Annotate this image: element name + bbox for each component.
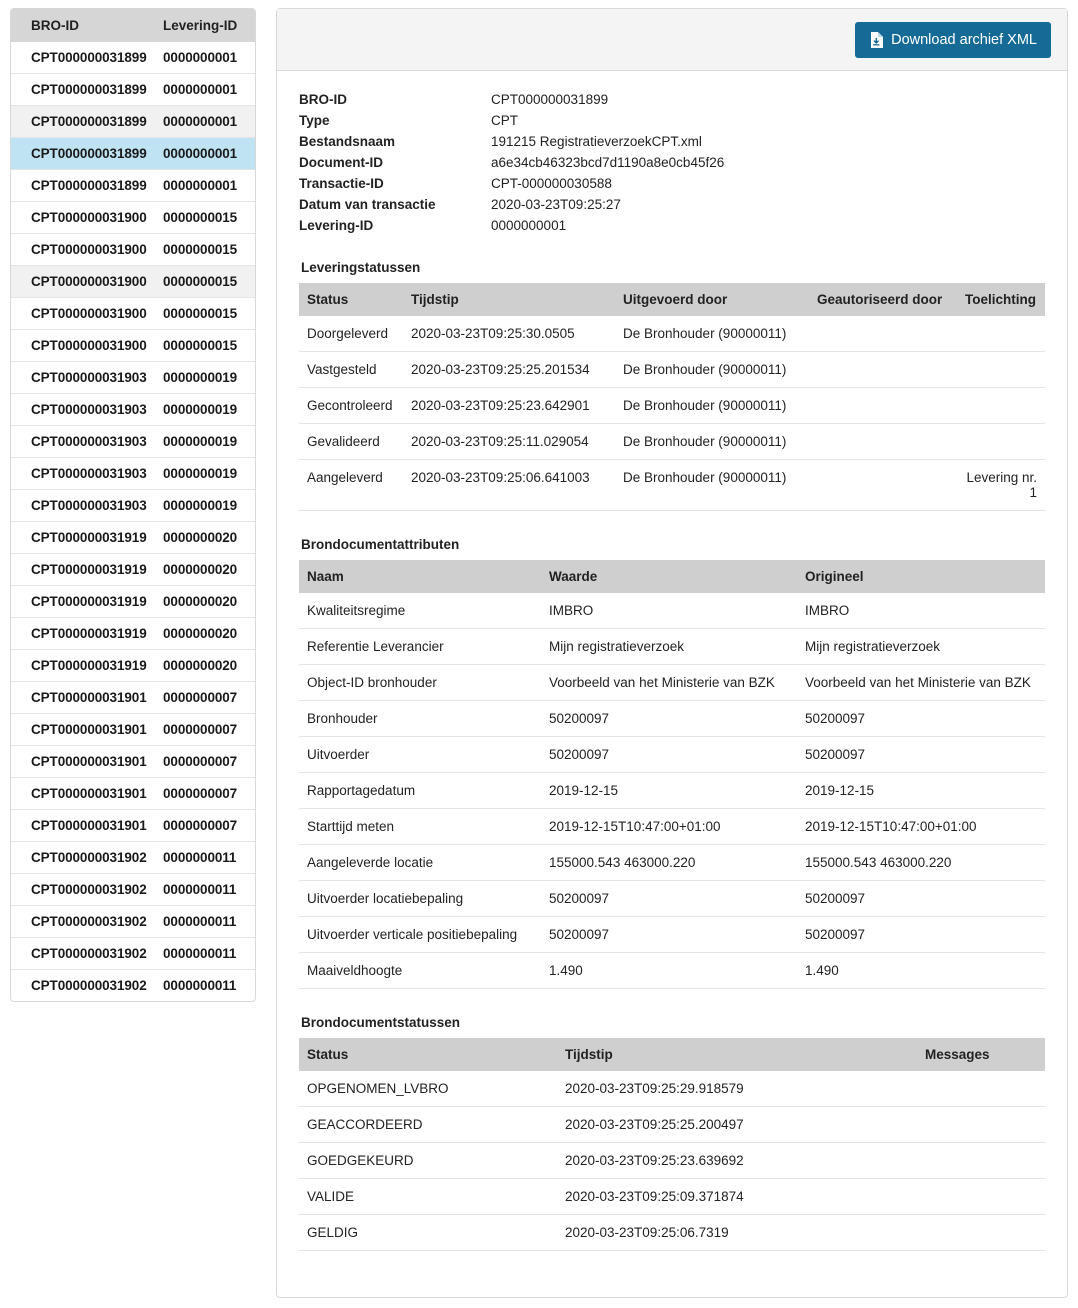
list-item[interactable] <box>11 746 255 778</box>
brondocumentstatussen-title: Brondocumentstatussen <box>301 1015 461 1030</box>
brondocumentstatussen-table <box>299 1038 1045 1251</box>
list-item-levering-id: 0000000007 <box>163 722 238 737</box>
list-item-levering-id: 0000000011 <box>163 914 237 929</box>
list-item-levering-id: 0000000020 <box>163 562 238 577</box>
table-cell: 2020-03-23T09:25:06.7319 <box>557 1215 917 1251</box>
table-cell <box>917 1179 1045 1215</box>
table-cell: 1.490 <box>797 953 1045 989</box>
table-cell: Mijn registratieverzoek <box>541 629 797 665</box>
summary-label: Transactie-ID <box>299 176 384 191</box>
list-item-bro-id: CPT000000031900 <box>31 210 147 225</box>
column-header: Tijdstip <box>557 1038 917 1071</box>
list-item-levering-id: 0000000015 <box>163 306 238 321</box>
list-item-levering-id: 0000000007 <box>163 818 238 833</box>
list-item[interactable] <box>11 42 255 74</box>
list-item[interactable] <box>11 458 255 490</box>
detail-body <box>277 71 1067 1297</box>
table-cell: 2020-03-23T09:25:06.641003 <box>403 460 615 511</box>
list-item[interactable] <box>11 202 255 234</box>
summary-row <box>299 173 1045 194</box>
table-cell <box>809 316 957 352</box>
list-item-bro-id: CPT000000031901 <box>31 818 147 833</box>
list-item[interactable] <box>11 970 255 1001</box>
file-download-icon <box>869 32 883 48</box>
table-cell: Uitvoerder verticale positiebepaling <box>299 917 541 953</box>
summary-value: CPT-000000030588 <box>491 176 612 191</box>
table-cell: Levering nr. 1 <box>957 460 1045 511</box>
table-cell: GELDIG <box>299 1215 557 1251</box>
list-item[interactable] <box>11 170 255 202</box>
column-header: Status <box>299 283 403 316</box>
table-row <box>299 352 1045 388</box>
column-header: Geautoriseerd door <box>809 283 957 316</box>
table-cell: Kwaliteitsregime <box>299 593 541 629</box>
table-row <box>299 1143 1045 1179</box>
summary-row <box>299 131 1045 152</box>
table-cell: Rapportagedatum <box>299 773 541 809</box>
list-item-bro-id: CPT000000031902 <box>31 978 147 993</box>
list-item-bro-id: CPT000000031903 <box>31 370 147 385</box>
table-cell: 2020-03-23T09:25:30.0505 <box>403 316 615 352</box>
list-item-levering-id: 0000000011 <box>163 946 237 961</box>
table-cell: Vastgesteld <box>299 352 403 388</box>
table-cell: Gevalideerd <box>299 424 403 460</box>
table-row <box>299 809 1045 845</box>
brondocumentattributen-table <box>299 560 1045 989</box>
table-cell: Bronhouder <box>299 701 541 737</box>
list-item-levering-id: 0000000001 <box>163 50 238 65</box>
table-cell: 2019-12-15 <box>541 773 797 809</box>
table-cell: 2020-03-23T09:25:23.642901 <box>403 388 615 424</box>
summary-label: Datum van transactie <box>299 197 436 212</box>
list-item-levering-id: 0000000015 <box>163 242 238 257</box>
brondocumentattributen-title: Brondocumentattributen <box>301 537 460 552</box>
table-cell: 2019-12-15T10:47:00+01:00 <box>541 809 797 845</box>
table-cell: OPGENOMEN_LVBRO <box>299 1071 557 1107</box>
list-item[interactable] <box>11 330 255 362</box>
list-item-levering-id: 0000000011 <box>163 850 237 865</box>
table-cell: De Bronhouder (90000011) <box>615 388 809 424</box>
list-item-levering-id: 0000000001 <box>163 178 238 193</box>
list-item-bro-id: CPT000000031901 <box>31 786 147 801</box>
list-item-bro-id: CPT000000031900 <box>31 274 147 289</box>
summary-value: 0000000001 <box>491 218 567 233</box>
summary-value: a6e34cb46323bcd7d1190a8e0cb45f26 <box>491 155 725 170</box>
list-item-bro-id: CPT000000031919 <box>31 658 147 673</box>
list-item[interactable] <box>11 682 255 714</box>
table-row <box>299 593 1045 629</box>
list-item-bro-id: CPT000000031902 <box>31 946 147 961</box>
delivery-list-panel <box>10 8 256 1002</box>
list-item-bro-id: CPT000000031903 <box>31 434 147 449</box>
table-cell: Voorbeeld van het Ministerie van BZK <box>797 665 1045 701</box>
list-item[interactable] <box>11 298 255 330</box>
table-cell: Aangeleverd <box>299 460 403 511</box>
list-item-levering-id: 0000000020 <box>163 658 238 673</box>
column-header: Waarde <box>541 560 797 593</box>
list-item-levering-id: 0000000015 <box>163 210 238 225</box>
column-header: Uitgevoerd door <box>615 283 809 316</box>
list-rows <box>11 42 255 1001</box>
list-item[interactable] <box>11 394 255 426</box>
list-item-levering-id: 0000000001 <box>163 114 238 129</box>
table-row <box>299 1179 1045 1215</box>
table-cell: Uitvoerder locatiebepaling <box>299 881 541 917</box>
table-row <box>299 1107 1045 1143</box>
table-cell: 2020-03-23T09:25:11.029054 <box>403 424 615 460</box>
list-item-levering-id: 0000000015 <box>163 274 238 289</box>
list-item-bro-id: CPT000000031900 <box>31 306 147 321</box>
table-cell <box>957 352 1045 388</box>
table-cell: 50200097 <box>797 917 1045 953</box>
list-item[interactable] <box>11 618 255 650</box>
list-item-bro-id: CPT000000031919 <box>31 562 147 577</box>
list-item[interactable] <box>11 906 255 938</box>
list-item-bro-id: CPT000000031902 <box>31 882 147 897</box>
table-body <box>299 316 1045 511</box>
table-cell: 50200097 <box>797 881 1045 917</box>
table-row <box>299 773 1045 809</box>
table-cell: De Bronhouder (90000011) <box>615 460 809 511</box>
table-row <box>299 1215 1045 1251</box>
table-cell: GEACCORDEERD <box>299 1107 557 1143</box>
list-item-levering-id: 0000000015 <box>163 338 238 353</box>
list-item-bro-id: CPT000000031902 <box>31 914 147 929</box>
table-body <box>299 1071 1045 1251</box>
list-item-bro-id: CPT000000031901 <box>31 754 147 769</box>
list-item[interactable] <box>11 234 255 266</box>
list-item-levering-id: 0000000007 <box>163 786 238 801</box>
list-item-bro-id: CPT000000031919 <box>31 626 147 641</box>
list-item-bro-id: CPT000000031919 <box>31 594 147 609</box>
table-cell <box>957 388 1045 424</box>
leveringstatussen-table <box>299 283 1045 511</box>
summary-row <box>299 110 1045 131</box>
table-cell: Gecontroleerd <box>299 388 403 424</box>
list-item-bro-id: CPT000000031901 <box>31 722 147 737</box>
summary-label: Document-ID <box>299 155 383 170</box>
table-row <box>299 917 1045 953</box>
table-cell <box>809 388 957 424</box>
table-row <box>299 460 1045 511</box>
list-item-levering-id: 0000000020 <box>163 626 238 641</box>
leveringstatussen-title: Leveringstatussen <box>301 260 421 275</box>
table-cell: 2019-12-15 <box>797 773 1045 809</box>
column-header: Naam <box>299 560 541 593</box>
summary-row <box>299 152 1045 173</box>
list-item-levering-id: 0000000007 <box>163 690 238 705</box>
list-item-bro-id: CPT000000031903 <box>31 498 147 513</box>
column-header: Origineel <box>797 560 1045 593</box>
list-item-levering-id: 0000000020 <box>163 594 238 609</box>
table-cell: VALIDE <box>299 1179 557 1215</box>
list-item-levering-id: 0000000020 <box>163 530 238 545</box>
summary-label: BRO-ID <box>299 92 347 107</box>
table-cell <box>809 352 957 388</box>
list-item[interactable] <box>11 490 255 522</box>
table-row <box>299 845 1045 881</box>
list-item[interactable] <box>11 426 255 458</box>
column-header: Status <box>299 1038 557 1071</box>
summary-value: 191215 RegistratieverzoekCPT.xml <box>491 134 702 149</box>
list-item[interactable] <box>11 74 255 106</box>
table-cell: 2020-03-23T09:25:09.371874 <box>557 1179 917 1215</box>
column-header: Messages <box>917 1038 1045 1071</box>
table-cell: 2020-03-23T09:25:25.201534 <box>403 352 615 388</box>
column-header: Tijdstip <box>403 283 615 316</box>
summary-row <box>299 89 1045 110</box>
table-cell: Voorbeeld van het Ministerie van BZK <box>541 665 797 701</box>
detail-panel <box>276 8 1068 1298</box>
summary-row <box>299 194 1045 215</box>
table-body <box>299 593 1045 989</box>
table-row <box>299 881 1045 917</box>
list-item-bro-id: CPT000000031899 <box>31 114 147 129</box>
table-cell: Aangeleverde locatie <box>299 845 541 881</box>
table-cell: Doorgeleverd <box>299 316 403 352</box>
list-item[interactable] <box>11 554 255 586</box>
list-item-bro-id: CPT000000031902 <box>31 850 147 865</box>
table-row <box>299 737 1045 773</box>
list-item[interactable] <box>11 362 255 394</box>
table-cell: 2020-03-23T09:25:29.918579 <box>557 1071 917 1107</box>
table-row <box>299 629 1045 665</box>
list-item-levering-id: 0000000019 <box>163 402 238 417</box>
table-row <box>299 701 1045 737</box>
list-item[interactable] <box>11 522 255 554</box>
table-header-row <box>299 1038 1045 1071</box>
table-cell: 1.490 <box>541 953 797 989</box>
table-cell: 2020-03-23T09:25:23.639692 <box>557 1143 917 1179</box>
table-cell <box>809 460 957 511</box>
list-item-levering-id: 0000000019 <box>163 370 238 385</box>
column-header: Toelichting <box>957 283 1045 316</box>
list-header <box>11 9 255 42</box>
table-cell <box>917 1071 1045 1107</box>
list-item[interactable] <box>11 938 255 970</box>
list-item-levering-id: 0000000001 <box>163 82 238 97</box>
summary-value: 2020-03-23T09:25:27 <box>491 197 621 212</box>
table-cell: Maaiveldhoogte <box>299 953 541 989</box>
table-cell <box>917 1215 1045 1251</box>
list-item[interactable] <box>11 778 255 810</box>
table-row <box>299 424 1045 460</box>
detail-toolbar <box>277 9 1067 71</box>
table-cell: 50200097 <box>541 881 797 917</box>
table-cell: GOEDGEKEURD <box>299 1143 557 1179</box>
list-item[interactable] <box>11 586 255 618</box>
list-item-bro-id: CPT000000031919 <box>31 530 147 545</box>
table-cell: IMBRO <box>797 593 1045 629</box>
list-header-bro-id: BRO-ID <box>31 18 79 33</box>
list-item-levering-id: 0000000019 <box>163 498 238 513</box>
table-cell: 2019-12-15T10:47:00+01:00 <box>797 809 1045 845</box>
summary-label: Levering-ID <box>299 218 374 233</box>
download-archive-xml-label: Download archief XML <box>891 31 1037 48</box>
table-cell: 2020-03-23T09:25:25.200497 <box>557 1107 917 1143</box>
table-cell: 50200097 <box>541 737 797 773</box>
table-row <box>299 953 1045 989</box>
table-cell: De Bronhouder (90000011) <box>615 352 809 388</box>
table-row <box>299 665 1045 701</box>
summary-value: CPT <box>491 113 518 128</box>
table-cell: De Bronhouder (90000011) <box>615 424 809 460</box>
table-cell: 50200097 <box>541 917 797 953</box>
list-item-levering-id: 0000000001 <box>163 146 238 161</box>
table-cell: 50200097 <box>797 737 1045 773</box>
list-item-bro-id: CPT000000031903 <box>31 466 147 481</box>
table-cell: Uitvoerder <box>299 737 541 773</box>
table-row <box>299 1071 1045 1107</box>
table-cell: IMBRO <box>541 593 797 629</box>
list-header-levering-id: Levering-ID <box>163 18 238 33</box>
list-item[interactable] <box>11 106 255 138</box>
list-item-levering-id: 0000000011 <box>163 978 237 993</box>
list-item-bro-id: CPT000000031901 <box>31 690 147 705</box>
list-item[interactable] <box>11 650 255 682</box>
table-row <box>299 316 1045 352</box>
summary-row <box>299 215 1045 236</box>
table-cell <box>917 1107 1045 1143</box>
summary-label: Bestandsnaam <box>299 134 396 149</box>
list-item-levering-id: 0000000019 <box>163 466 238 481</box>
list-item-bro-id: CPT000000031899 <box>31 82 147 97</box>
list-item-bro-id: CPT000000031899 <box>31 146 147 161</box>
list-item-levering-id: 0000000011 <box>163 882 237 897</box>
table-cell <box>957 424 1045 460</box>
table-cell: 155000.543 463000.220 <box>541 845 797 881</box>
table-cell <box>809 424 957 460</box>
list-item[interactable] <box>11 874 255 906</box>
list-item-bro-id: CPT000000031900 <box>31 338 147 353</box>
table-cell: 50200097 <box>797 701 1045 737</box>
table-cell <box>917 1143 1045 1179</box>
list-item[interactable] <box>11 138 255 170</box>
table-row <box>299 388 1045 424</box>
list-item[interactable] <box>11 714 255 746</box>
summary-label: Type <box>299 113 330 128</box>
table-cell <box>957 316 1045 352</box>
table-cell: Object-ID bronhouder <box>299 665 541 701</box>
list-item-bro-id: CPT000000031900 <box>31 242 147 257</box>
table-cell: 155000.543 463000.220 <box>797 845 1045 881</box>
table-cell: De Bronhouder (90000011) <box>615 316 809 352</box>
list-item-bro-id: CPT000000031899 <box>31 178 147 193</box>
list-item-bro-id: CPT000000031903 <box>31 402 147 417</box>
summary-value: CPT000000031899 <box>491 92 609 107</box>
list-item-bro-id: CPT000000031899 <box>31 50 147 65</box>
table-header-row <box>299 283 1045 316</box>
document-summary <box>299 89 1045 236</box>
table-cell: 50200097 <box>541 701 797 737</box>
list-item[interactable] <box>11 810 255 842</box>
download-archive-xml-button[interactable] <box>855 22 1051 58</box>
list-item-levering-id: 0000000007 <box>163 754 238 769</box>
table-cell: Referentie Leverancier <box>299 629 541 665</box>
list-item-levering-id: 0000000019 <box>163 434 238 449</box>
table-cell: Mijn registratieverzoek <box>797 629 1045 665</box>
list-item[interactable] <box>11 266 255 298</box>
list-item[interactable] <box>11 842 255 874</box>
table-header-row <box>299 560 1045 593</box>
table-cell: Starttijd meten <box>299 809 541 845</box>
